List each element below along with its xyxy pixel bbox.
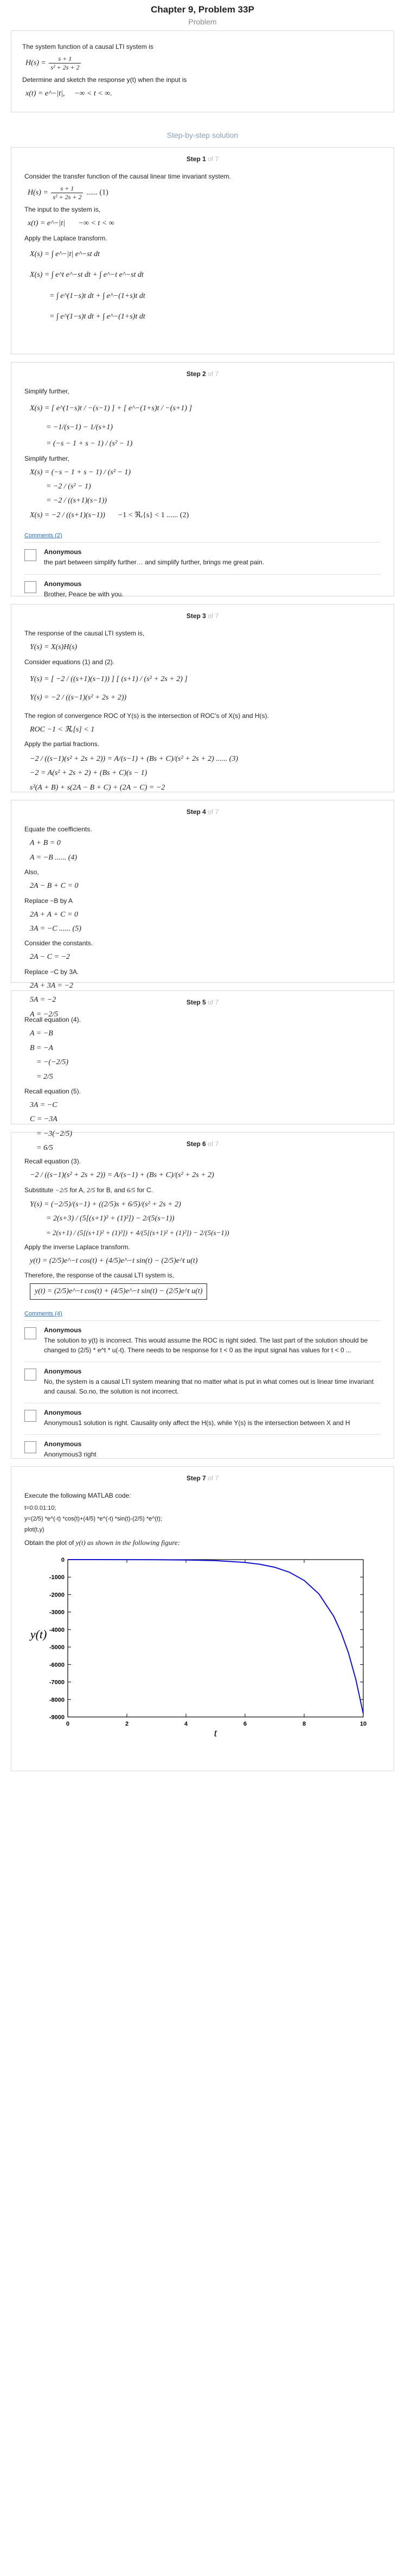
step-1-eq1-tag: ...... (1) — [86, 189, 108, 198]
comment-author: Anonymous — [44, 1367, 82, 1376]
comment-author: Anonymous — [44, 548, 82, 556]
step-1-eq1-den: s² + 2s + 2 — [53, 193, 82, 201]
x-tick-label: 8 — [302, 1721, 306, 1728]
step-4-eq-6: 2A − C = −2 — [30, 953, 70, 962]
step-1-label: Step 1 — [186, 155, 206, 163]
comment-checkbox[interactable] — [24, 581, 36, 593]
step-2-eq-7 — [30, 510, 381, 521]
step-1-of: of 7 — [208, 155, 219, 163]
step-6-eq-1: −2 / ((s−1)(s² + 2s + 2)) = A/(s−1) + (Bs + C)/(s² + 2s + 2) — [30, 1171, 214, 1180]
step-6-text-4: Therefore, the response of the causal LTI system is, — [24, 1271, 174, 1279]
step-1-text-3: Apply the Laplace transform. — [24, 234, 107, 242]
comment-checkbox[interactable] — [24, 1410, 36, 1422]
step-7-text-2b: y(t) as shown in the following figure: — [75, 1538, 181, 1547]
x-tick-label: 2 — [125, 1721, 129, 1728]
step-3-label: Step 3 — [186, 612, 206, 620]
step-7-header — [11, 1467, 394, 1484]
step-6-label: Step 6 — [186, 1140, 206, 1148]
step-1-eq-2 — [28, 218, 381, 230]
comment-text: Anonymous3 right — [44, 1451, 97, 1459]
step-5-text-1: Recall equation (4). — [24, 1016, 81, 1024]
step-2-eq-6: = −2 / ((s+1)(s−1)) — [46, 497, 107, 505]
step-7-card — [11, 1466, 394, 1771]
chapter-title: Chapter 9, Problem 33P — [151, 4, 254, 15]
step-6-answer: y(t) = (2/5)e^−t cos(t) + (4/5)e^−t sin(t) − (2/5)e^t u(t) — [30, 1283, 207, 1300]
step-4-header — [11, 800, 394, 818]
problem-h-eq — [25, 55, 383, 72]
step-3-text-3 — [24, 711, 381, 721]
step-5-text-2: Recall equation (5). — [24, 1087, 81, 1095]
step-5-eq-5: 3A = −C — [30, 1101, 57, 1109]
step-2-of: of 7 — [208, 370, 219, 378]
comment-text: No, the system is a causal LTI system meaning that no matter what is put in what comes out is linear time invariant and causal. So.no, the solution is not incorrect. — [44, 1378, 374, 1395]
y-tick-label: -3000 — [49, 1609, 65, 1616]
y-tick-label: -4000 — [49, 1627, 65, 1634]
comment-author: Anonymous — [44, 1408, 82, 1416]
step-3-eq-5: −2 = A(s² + 2s + 2) + (Bs + C)(s − 1) — [30, 769, 147, 778]
step-1-text-1: Consider the transfer function of the causal linear time invariant system. — [24, 173, 231, 181]
y-tick-label: -7000 — [49, 1679, 65, 1686]
step-6-comment-2 — [24, 1362, 381, 1403]
step-4-eq-8: 5A = −2 — [30, 996, 56, 1004]
step-4-text-1: Equate the coefficients. — [24, 825, 92, 834]
step-3-text-3a: The region of convergence — [24, 711, 102, 720]
step-5-eq-7: = −3(−2/5) — [36, 1129, 73, 1138]
step-5-eq-8: = 6/5 — [36, 1144, 53, 1153]
step-4-eq-9: A = −2/5 — [30, 1010, 59, 1019]
step-6-text-2b: for A, — [69, 1186, 85, 1194]
step-2-eq-1: X(s) = [ e^(1−s)t / −(s−1) ] + [ e^−(1+s)t / −(s+1) ] — [30, 404, 192, 413]
x-tick-label: 6 — [243, 1721, 247, 1728]
step-1-eq1-num: s + 1 — [51, 185, 83, 193]
matlab-line-2: y=(2/5) *e^(-t) *cos(t)+(4/5) *e^(-t) *sin(t)-(2/5) *e^(t); — [24, 1516, 162, 1523]
problem-h-num: s + 1 — [49, 55, 81, 63]
step-6-text-2a: Substitute — [24, 1186, 54, 1194]
step-2-text-2: Simplify further, — [24, 454, 69, 462]
y-tick-label: -8000 — [49, 1696, 65, 1703]
x-axis-label: t — [214, 1727, 217, 1739]
comment-text: the part between simplify further… and simplify further, brings me great pain. — [44, 558, 265, 567]
step-6-text-1: Recall equation (3). — [24, 1157, 81, 1166]
plot-frame — [68, 1560, 363, 1717]
step-3-text-3b: ROC of Y(s) is the intersection of ROC's of X(s) and H(s). — [104, 711, 269, 720]
step-3-text-1: The response of the causal LTI system is, — [24, 629, 145, 638]
step-5-eq-4: = 2/5 — [36, 1072, 53, 1081]
step-1-eq1-frac — [51, 185, 83, 201]
step-4-eq-7: 2A + 3A = −2 — [30, 981, 73, 990]
y-tick-label: -1000 — [49, 1574, 65, 1581]
step-3-eq-1: Y(s) = X(s)H(s) — [30, 643, 78, 652]
x-tick-label: 0 — [66, 1721, 70, 1728]
comment-text: Brother, Peace be with you. — [44, 590, 124, 598]
problem-h-lhs: H(s) = — [25, 59, 46, 67]
step-6-text-2 — [24, 1185, 381, 1195]
step-1-header — [11, 148, 394, 165]
comment-text: The solution to y(t) is incorrect. This would assume the ROC is right sided. The last part of the solution should be changed to (2/5) * e^t * u(-t). There needs to be response for t < 0 as the input signal has values for t < 0 ... — [44, 1337, 368, 1354]
step-3-eq-4: −2 / ((s−1)(s² + 2s + 2)) = A/(s−1) + (Bs + C)/(s² + 2s + 2) ...... (3) — [30, 754, 239, 763]
step-6-sub-a: −2/5 — [55, 1186, 68, 1194]
comment-checkbox[interactable] — [24, 1369, 36, 1381]
step-6-comment-3 — [24, 1403, 381, 1434]
step-1-eq2-range: −∞ < t < ∞ — [78, 219, 114, 228]
step-5-header — [11, 991, 394, 1008]
comment-checkbox[interactable] — [24, 1327, 36, 1339]
step-1-card — [11, 147, 394, 354]
step-5-eq-1: A = −B — [30, 1029, 53, 1038]
step-3-roc: ROC −1 < ℜₑ[s] < 1 — [30, 725, 95, 734]
comment-checkbox[interactable] — [24, 1441, 36, 1453]
step-2-eq-2: = −1/(s−1) − 1/(s+1) — [46, 423, 113, 431]
y-tick-label: -9000 — [49, 1714, 65, 1721]
step-5-of: of 7 — [208, 998, 219, 1007]
step-7-text-1: Execute the following MATLAB code: — [24, 1492, 131, 1500]
y-tick-label: 0 — [61, 1557, 65, 1564]
step-4-eq-5: 3A = −C ...... (5) — [30, 924, 81, 933]
step-3-header — [11, 605, 394, 622]
step-2-card — [11, 362, 394, 596]
step-1-laplace-4: = ∫ e^(1−s)t dt + ∫ e^−(1+s)t dt — [49, 312, 145, 321]
step-3-eq-3: Y(s) = −2 / ((s−1)(s² + 2s + 2)) — [30, 694, 127, 702]
step-2-label: Step 2 — [186, 370, 206, 378]
response-plot — [24, 1554, 371, 1739]
solution-heading: Step-by-step solution — [166, 131, 239, 140]
y-tick-label: -6000 — [49, 1662, 65, 1669]
problem-card — [11, 30, 394, 112]
step-2-eq7-roc: −1 < ℜₑ{s} < 1 ...... (2) — [118, 511, 189, 519]
y-axis-label: y(t) — [30, 1627, 47, 1642]
comment-author: Anonymous — [44, 1326, 82, 1334]
step-4-text-3: Replace −B by A — [24, 896, 73, 905]
step-2-eq7-main: X(s) = −2 / ((s+1)(s−1)) — [30, 511, 105, 519]
step-5-label: Step 5 — [186, 998, 206, 1007]
matlab-line-3: plot(t,y) — [24, 1526, 44, 1534]
step-4-text-5: Replace −C by 3A. — [24, 968, 79, 976]
step-6-comments-link[interactable]: Comments (4) — [24, 1311, 62, 1318]
step-2-text-1: Simplify further, — [24, 387, 69, 396]
problem-label: Problem — [188, 17, 217, 26]
comment-author: Anonymous — [44, 580, 82, 588]
step-2-comments-link[interactable]: Comments (2) — [24, 532, 62, 539]
step-4-eq-3: 2A − B + C = 0 — [30, 882, 79, 891]
step-3-text-4: Apply the partial fractions. — [24, 740, 100, 748]
problem-h-den: s² + 2s + 2 — [50, 63, 80, 71]
step-7-text-2a: Obtain the plot of — [24, 1539, 74, 1547]
step-4-eq-1: A + B = 0 — [30, 839, 61, 848]
step-6-card — [11, 1132, 394, 1459]
step-6-comment-1 — [24, 1320, 381, 1362]
step-2-comment-2 — [24, 574, 381, 606]
comment-text: Anonymous1 solution is right. Causality only affect the H(s), while Y(s) is the intersection between X and H — [44, 1419, 350, 1427]
problem-line1: The system function of a causal LTI system is — [22, 43, 153, 50]
step-1-text-2: The input to the system is, — [24, 206, 101, 214]
step-4-of: of 7 — [208, 808, 219, 816]
step-1-eq-1 — [28, 185, 381, 201]
step-4-eq-2: A = −B ...... (4) — [30, 853, 78, 862]
step-5-eq-2: B = −A — [30, 1044, 53, 1052]
step-3-text-2: Consider equations (1) and (2). — [24, 658, 115, 666]
step-1-laplace-3: = ∫ e^(1−s)t dt + ∫ e^−(1+s)t dt — [49, 291, 145, 300]
matlab-line-1: t=0:0.01:10; — [24, 1505, 56, 1512]
step-2-eq-5: = −2 / (s² − 1) — [46, 482, 91, 491]
step-1-eq1-lhs: H(s) = — [28, 189, 48, 198]
step-6-text-3: Apply the inverse Laplace transform. — [24, 1243, 130, 1251]
step-5-eq-3: = −(−2/5) — [36, 1058, 69, 1067]
step-2-eq-4: X(s) = (−s − 1 + s − 1) / (s² − 1) — [30, 468, 131, 476]
step-6-eq-3: = 2(s+3) / (5[(s+1)² + (1)²]) − 2/(5(s−1)) — [46, 1214, 175, 1223]
step-4-text-4: Consider the constants. — [24, 939, 93, 947]
problem-x-eq — [25, 88, 383, 100]
problem-line2: Determine and sketch the response y(t) when the input is — [22, 76, 187, 84]
step-7-of: of 7 — [208, 1474, 219, 1483]
step-3-card — [11, 604, 394, 792]
step-6-of: of 7 — [208, 1140, 219, 1148]
step-6-eq-2: Y(s) = (−2/5)/(s−1) + ((2/5)s + 6/5)/(s² + 2s + 2) — [30, 1200, 181, 1209]
step-4-label: Step 4 — [186, 808, 206, 816]
step-6-answer-box — [30, 1283, 381, 1300]
step-3-eq-6: s²(A + B) + s(2A − B + C) + (2A − C) = −2 — [30, 783, 165, 792]
problem-x-range: −∞ < t < ∞. — [74, 90, 112, 98]
x-tick-label: 10 — [359, 1721, 367, 1728]
step-3-of: of 7 — [208, 612, 219, 620]
step-6-text-2d: for C. — [137, 1186, 153, 1194]
step-3-eq-2: Y(s) = [ −2 / ((s+1)(s−1)) ] [ (s+1) / (s² + 2s + 2) ] — [30, 675, 188, 683]
step-4-text-2: Also, — [24, 868, 39, 876]
step-6-sub-b: 2/5 — [86, 1186, 95, 1194]
problem-x: x(t) = e^−|t|, — [25, 90, 65, 98]
step-6-eq-5: y(t) = (2/5)e^−t cos(t) + (4/5)e^−t sin(t) − (2/5)e^t u(t) — [30, 1256, 198, 1265]
step-2-eq-3: = (−s − 1 + s − 1) / (s² − 1) — [46, 440, 133, 448]
step-6-text-2c: for B, and — [97, 1186, 125, 1194]
comment-checkbox[interactable] — [24, 549, 36, 561]
step-5-eq-6: C = −3A — [30, 1115, 57, 1124]
step-1-laplace-1: X(s) = ∫ e^−|t| e^−st dt — [30, 250, 100, 258]
step-2-header — [11, 362, 394, 380]
x-tick-label: 4 — [184, 1721, 188, 1728]
problem-h-frac — [49, 55, 81, 72]
step-7-text-2 — [24, 1537, 381, 1549]
step-7-label: Step 7 — [186, 1474, 206, 1483]
step-6-eq-4: = 2(s+1) / (5[(s+1)² + (1)²]) + 4/(5[(s+1)² + (1)²]) − 2/(5(s−1)) — [46, 1228, 229, 1237]
step-6-sub-c: 6/5 — [126, 1186, 136, 1194]
step-6-comment-4 — [24, 1434, 381, 1466]
comment-author: Anonymous — [44, 1440, 82, 1448]
chart-container — [24, 1554, 381, 1740]
step-2-comment-1 — [24, 542, 381, 574]
y-tick-label: -2000 — [49, 1592, 65, 1599]
step-1-laplace-2: X(s) = ∫ e^t e^−st dt + ∫ e^−t e^−st dt — [30, 271, 144, 279]
y-tick-label: -5000 — [49, 1644, 65, 1651]
step-1-eq2: x(t) = e^−|t| — [28, 219, 66, 228]
step-4-eq-4: 2A + A + C = 0 — [30, 910, 79, 919]
